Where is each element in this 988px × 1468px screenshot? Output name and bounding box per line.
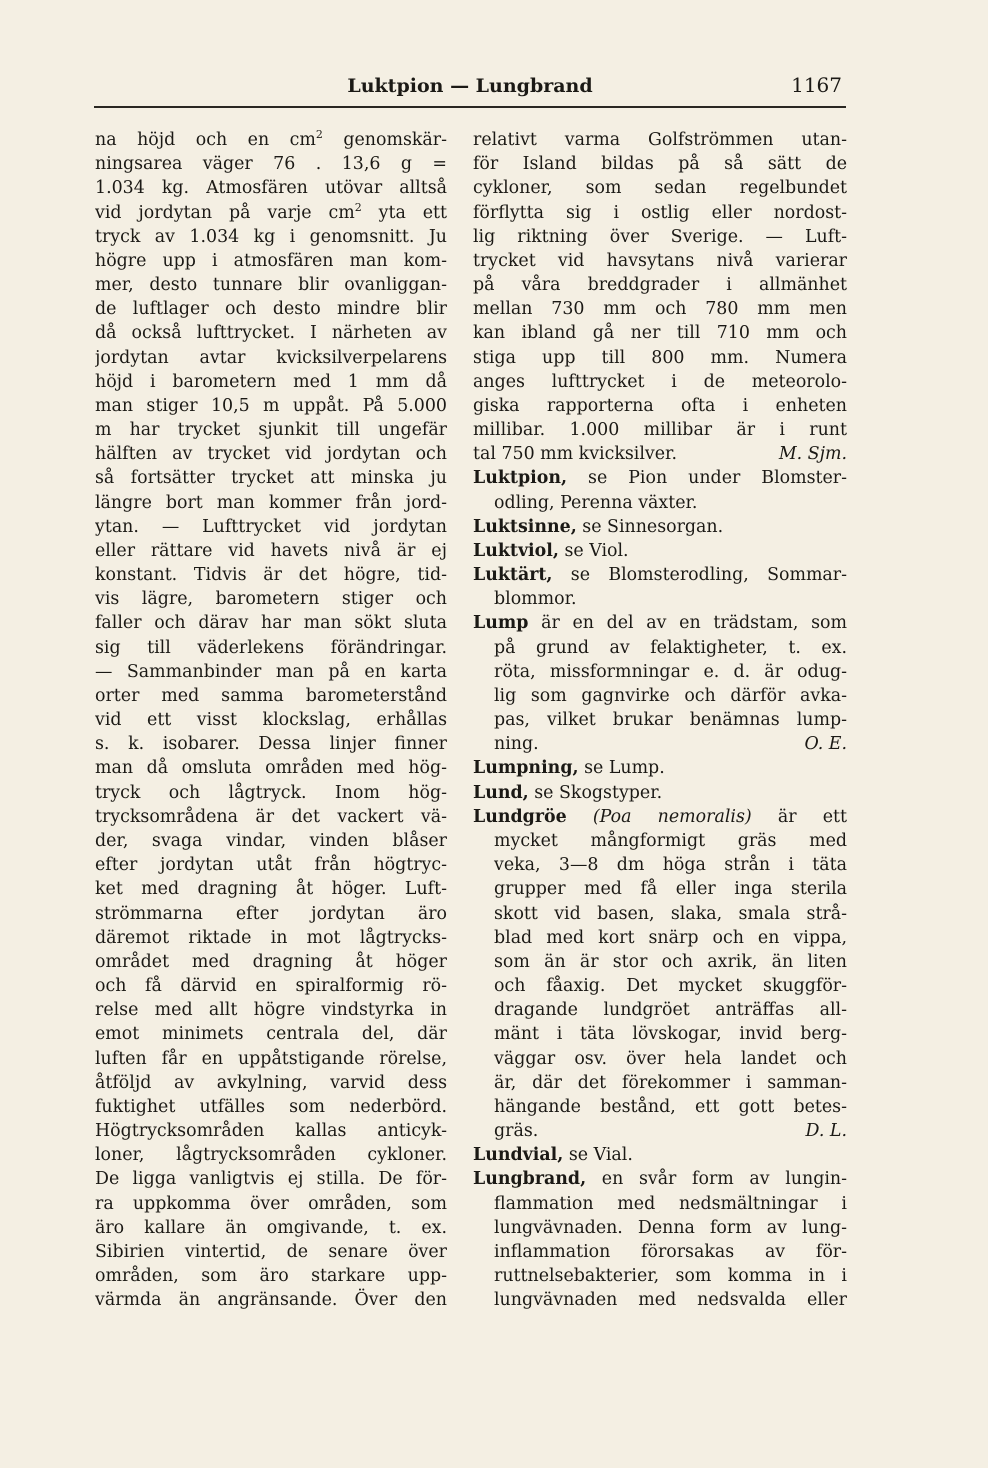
text-line: vid jordytan på varje $cm^2$ yta ett bbox=[95, 200, 447, 223]
text-line: mycket mångformigt gräs med bbox=[494, 830, 847, 851]
text-line: lig som gagnvirke och därför avka- bbox=[494, 685, 847, 706]
header-title: Luktpion — Lungbrand bbox=[347, 75, 593, 97]
text-line: grupper med få eller inga sterila bbox=[494, 879, 847, 900]
entry-lund: Lund, se Skogstyper. bbox=[473, 782, 663, 803]
text-line: man då omsluta områden med hög- bbox=[95, 758, 447, 779]
text-line: Sibirien vintertid, de senare över bbox=[95, 1241, 447, 1262]
text-line: giska rapporterna ofta i enheten bbox=[473, 395, 847, 416]
text-line: äro kallare än omgivande, t. ex. bbox=[95, 1217, 447, 1238]
text-line: ra uppkomma över områden, som bbox=[95, 1193, 447, 1214]
text-line: luften får en uppåtstigande rörelse, bbox=[95, 1048, 447, 1069]
left-column bbox=[95, 128, 447, 1312]
text-line: hälften av trycket vid jordytan och bbox=[95, 444, 447, 465]
text-line: dragande lundgröet anträffas all- bbox=[494, 1000, 847, 1021]
text-line: mer, desto tunnare blir ovanliggan- bbox=[95, 275, 447, 296]
text-line: trycket vid havsytans nivå varierar bbox=[473, 250, 847, 271]
page-number: 1167 bbox=[791, 73, 842, 97]
text-line: området med dragning åt höger bbox=[95, 951, 447, 972]
text-line: strömmarna efter jordytan äro bbox=[95, 903, 447, 924]
text-line: tryck och lågtryck. Inom hög- bbox=[95, 782, 447, 803]
text-line: ningsarea väger 76 . 13,6 g = bbox=[95, 154, 447, 175]
header-rule bbox=[94, 106, 846, 108]
text-line: längre bort man kommer från jord- bbox=[95, 492, 447, 513]
text-line: inflammation förorsakas av för- bbox=[494, 1241, 847, 1262]
text-line: väggar osv. över hela landet och bbox=[494, 1048, 847, 1069]
author-signature: M. Sjm. bbox=[778, 444, 847, 465]
text-line: lungvävnaden. Denna form av lung- bbox=[494, 1217, 847, 1238]
text-line: flammation med nedsmältningar i bbox=[494, 1193, 847, 1214]
text-line: s. k. isobarer. Dessa linjer finner bbox=[95, 734, 447, 755]
entry-luktviol: Luktviol, se Viol. bbox=[473, 540, 629, 561]
entry-lundvial: Lundvial, se Vial. bbox=[473, 1145, 633, 1166]
text-line: De ligga vanligtvis ej stilla. De för- bbox=[95, 1169, 447, 1190]
text-line: hängande bestånd, ett gott betes- bbox=[494, 1096, 847, 1117]
text-line: stiga upp till 800 mm. Numera bbox=[473, 347, 847, 368]
text-line: som än är stor och axrik, än liten bbox=[494, 951, 847, 972]
text-line: och få därvid en spiralformig rö- bbox=[95, 976, 447, 997]
text-line: mänt i täta lövskogar, invid berg- bbox=[494, 1024, 847, 1045]
text-line: man stiger 10,5 m uppåt. På 5.000 bbox=[95, 395, 447, 416]
text-line: 1.034 kg. Atmosfären utövar alltså bbox=[95, 178, 447, 199]
text-line: höjd i barometern med 1 mm då bbox=[95, 371, 447, 392]
text-line: anges lufttrycket i de meteorolo- bbox=[473, 371, 847, 392]
text-line: orter med samma barometerstånd bbox=[95, 685, 447, 706]
text-line: åtföljd av avkylning, varvid dess bbox=[95, 1072, 447, 1093]
text-line: gräs. D. L. bbox=[473, 1119, 847, 1143]
text-line: ruttnelsebakterier, som komma in i bbox=[494, 1266, 847, 1287]
entry-luktpion: Luktpion, se Pion under Blomster- bbox=[473, 468, 847, 489]
text-line: relse med allt högre vindstyrka in bbox=[95, 1000, 447, 1021]
text-line: blommor. bbox=[494, 589, 577, 610]
text-line: däremot riktade in mot lågtrycks- bbox=[95, 927, 447, 948]
text-line: odling, Perenna växter. bbox=[494, 492, 698, 513]
entry-lundgroe: Lundgröe (Poa nemoralis) är ett bbox=[473, 806, 847, 827]
text-line: trycksområdena är det vackert vä- bbox=[95, 806, 447, 827]
text-line: der, svaga vindar, vinden blåser bbox=[95, 830, 447, 851]
running-header bbox=[94, 73, 846, 101]
text-line: — Sammanbinder man på en karta bbox=[95, 661, 447, 682]
right-column bbox=[473, 128, 847, 1312]
text-line: ket med dragning åt höger. Luft- bbox=[95, 879, 447, 900]
text-line: Högtrycksområden kallas anticyk- bbox=[95, 1121, 447, 1142]
text-line: kan ibland gå ner till 710 mm och bbox=[473, 323, 847, 344]
text-line: så fortsätter trycket att minska ju bbox=[95, 468, 447, 489]
entry-lump: Lump är en del av en trädstam, som bbox=[473, 613, 847, 634]
text-line: relativt varma Golfströmmen utan- bbox=[473, 130, 847, 150]
text-line: loner, lågtrycksområden cykloner. bbox=[95, 1145, 447, 1166]
text-line: emot minimets centrala del, där bbox=[95, 1024, 447, 1045]
text-line: faller och därav har man sökt sluta bbox=[95, 613, 447, 634]
text-line: blad med kort snärp och en vippa, bbox=[494, 927, 847, 948]
text-line: sig till väderlekens förändringar. bbox=[95, 637, 447, 658]
text-line: jordytan avtar kvicksilverpelarens bbox=[95, 347, 447, 368]
text-line: mellan 730 mm och 780 mm men bbox=[473, 299, 847, 320]
entry-luktart: Luktärt, se Blomsterodling, Sommar- bbox=[473, 565, 847, 586]
text-line: fuktighet utfälles som nederbörd. bbox=[95, 1096, 447, 1117]
text-line: m har trycket sjunkit till ungefär bbox=[95, 420, 447, 441]
text-line: lungvävnaden med nedsvalda eller bbox=[494, 1290, 847, 1311]
author-signature: O. E. bbox=[804, 734, 847, 755]
text-line: på våra breddgrader i allmänhet bbox=[473, 275, 847, 296]
text-line: tryck av 1.034 kg i genomsnitt. Ju bbox=[95, 226, 447, 247]
text-line: pas, vilket brukar benämnas lump- bbox=[494, 710, 847, 731]
entry-luktsinne: Luktsinne, se Sinnesorgan. bbox=[473, 516, 724, 537]
text-line: na höjd och en $cm^2$ genomskär- bbox=[95, 128, 447, 150]
text-line: konstant. Tidvis är det högre, tid- bbox=[95, 565, 447, 586]
text-line: cykloner, som sedan regelbundet bbox=[473, 178, 847, 199]
text-line: då också lufttrycket. I närheten av bbox=[95, 323, 447, 344]
text-line: vid ett visst klockslag, erhållas bbox=[95, 710, 447, 731]
text-line: för Island bildas på så sätt de bbox=[473, 154, 847, 175]
text-line: ytan. — Lufttrycket vid jordytan bbox=[95, 516, 447, 537]
latin-name: (Poa nemoralis) bbox=[592, 806, 752, 827]
text-line: värmda än angränsande. Över den bbox=[95, 1290, 447, 1311]
text-line: lig riktning över Sverige. — Luft- bbox=[473, 226, 847, 247]
entry-lungbrand: Lungbrand, en svår form av lungin- bbox=[473, 1169, 847, 1190]
text-line: förflytta sig i ostlig eller nordost- bbox=[473, 202, 847, 223]
text-line: skott vid basen, slaka, smala strå- bbox=[494, 903, 847, 924]
text-line: är, där det förekommer i samman- bbox=[494, 1072, 847, 1093]
author-signature: D. L. bbox=[805, 1121, 847, 1142]
text-line: på grund av felaktigheter, t. ex. bbox=[494, 637, 847, 658]
text-line: vis lägre, barometern stiger och bbox=[95, 589, 447, 610]
text-line: efter jordytan utåt från högtryc- bbox=[95, 855, 447, 876]
text-line: områden, som äro starkare upp- bbox=[95, 1266, 447, 1287]
text-line: veka, 3—8 dm höga strån i täta bbox=[494, 855, 847, 876]
text-line: röta, missformningar e. d. är odug- bbox=[494, 661, 847, 682]
text-line: ning. O. E. bbox=[473, 732, 847, 756]
text-line: de luftlager och desto mindre blir bbox=[95, 299, 447, 320]
text-line: millibar. 1.000 millibar är i runt bbox=[473, 420, 847, 441]
text-line: eller rättare vid havets nivå är ej bbox=[95, 540, 447, 561]
text-line: tal 750 mm kvicksilver. M. Sjm. bbox=[473, 442, 847, 466]
text-line: högre upp i atmosfären man kom- bbox=[95, 250, 447, 271]
text-line: och fåaxig. Det mycket skuggför- bbox=[494, 976, 847, 997]
entry-lumpning: Lumpning, se Lump. bbox=[473, 758, 665, 779]
